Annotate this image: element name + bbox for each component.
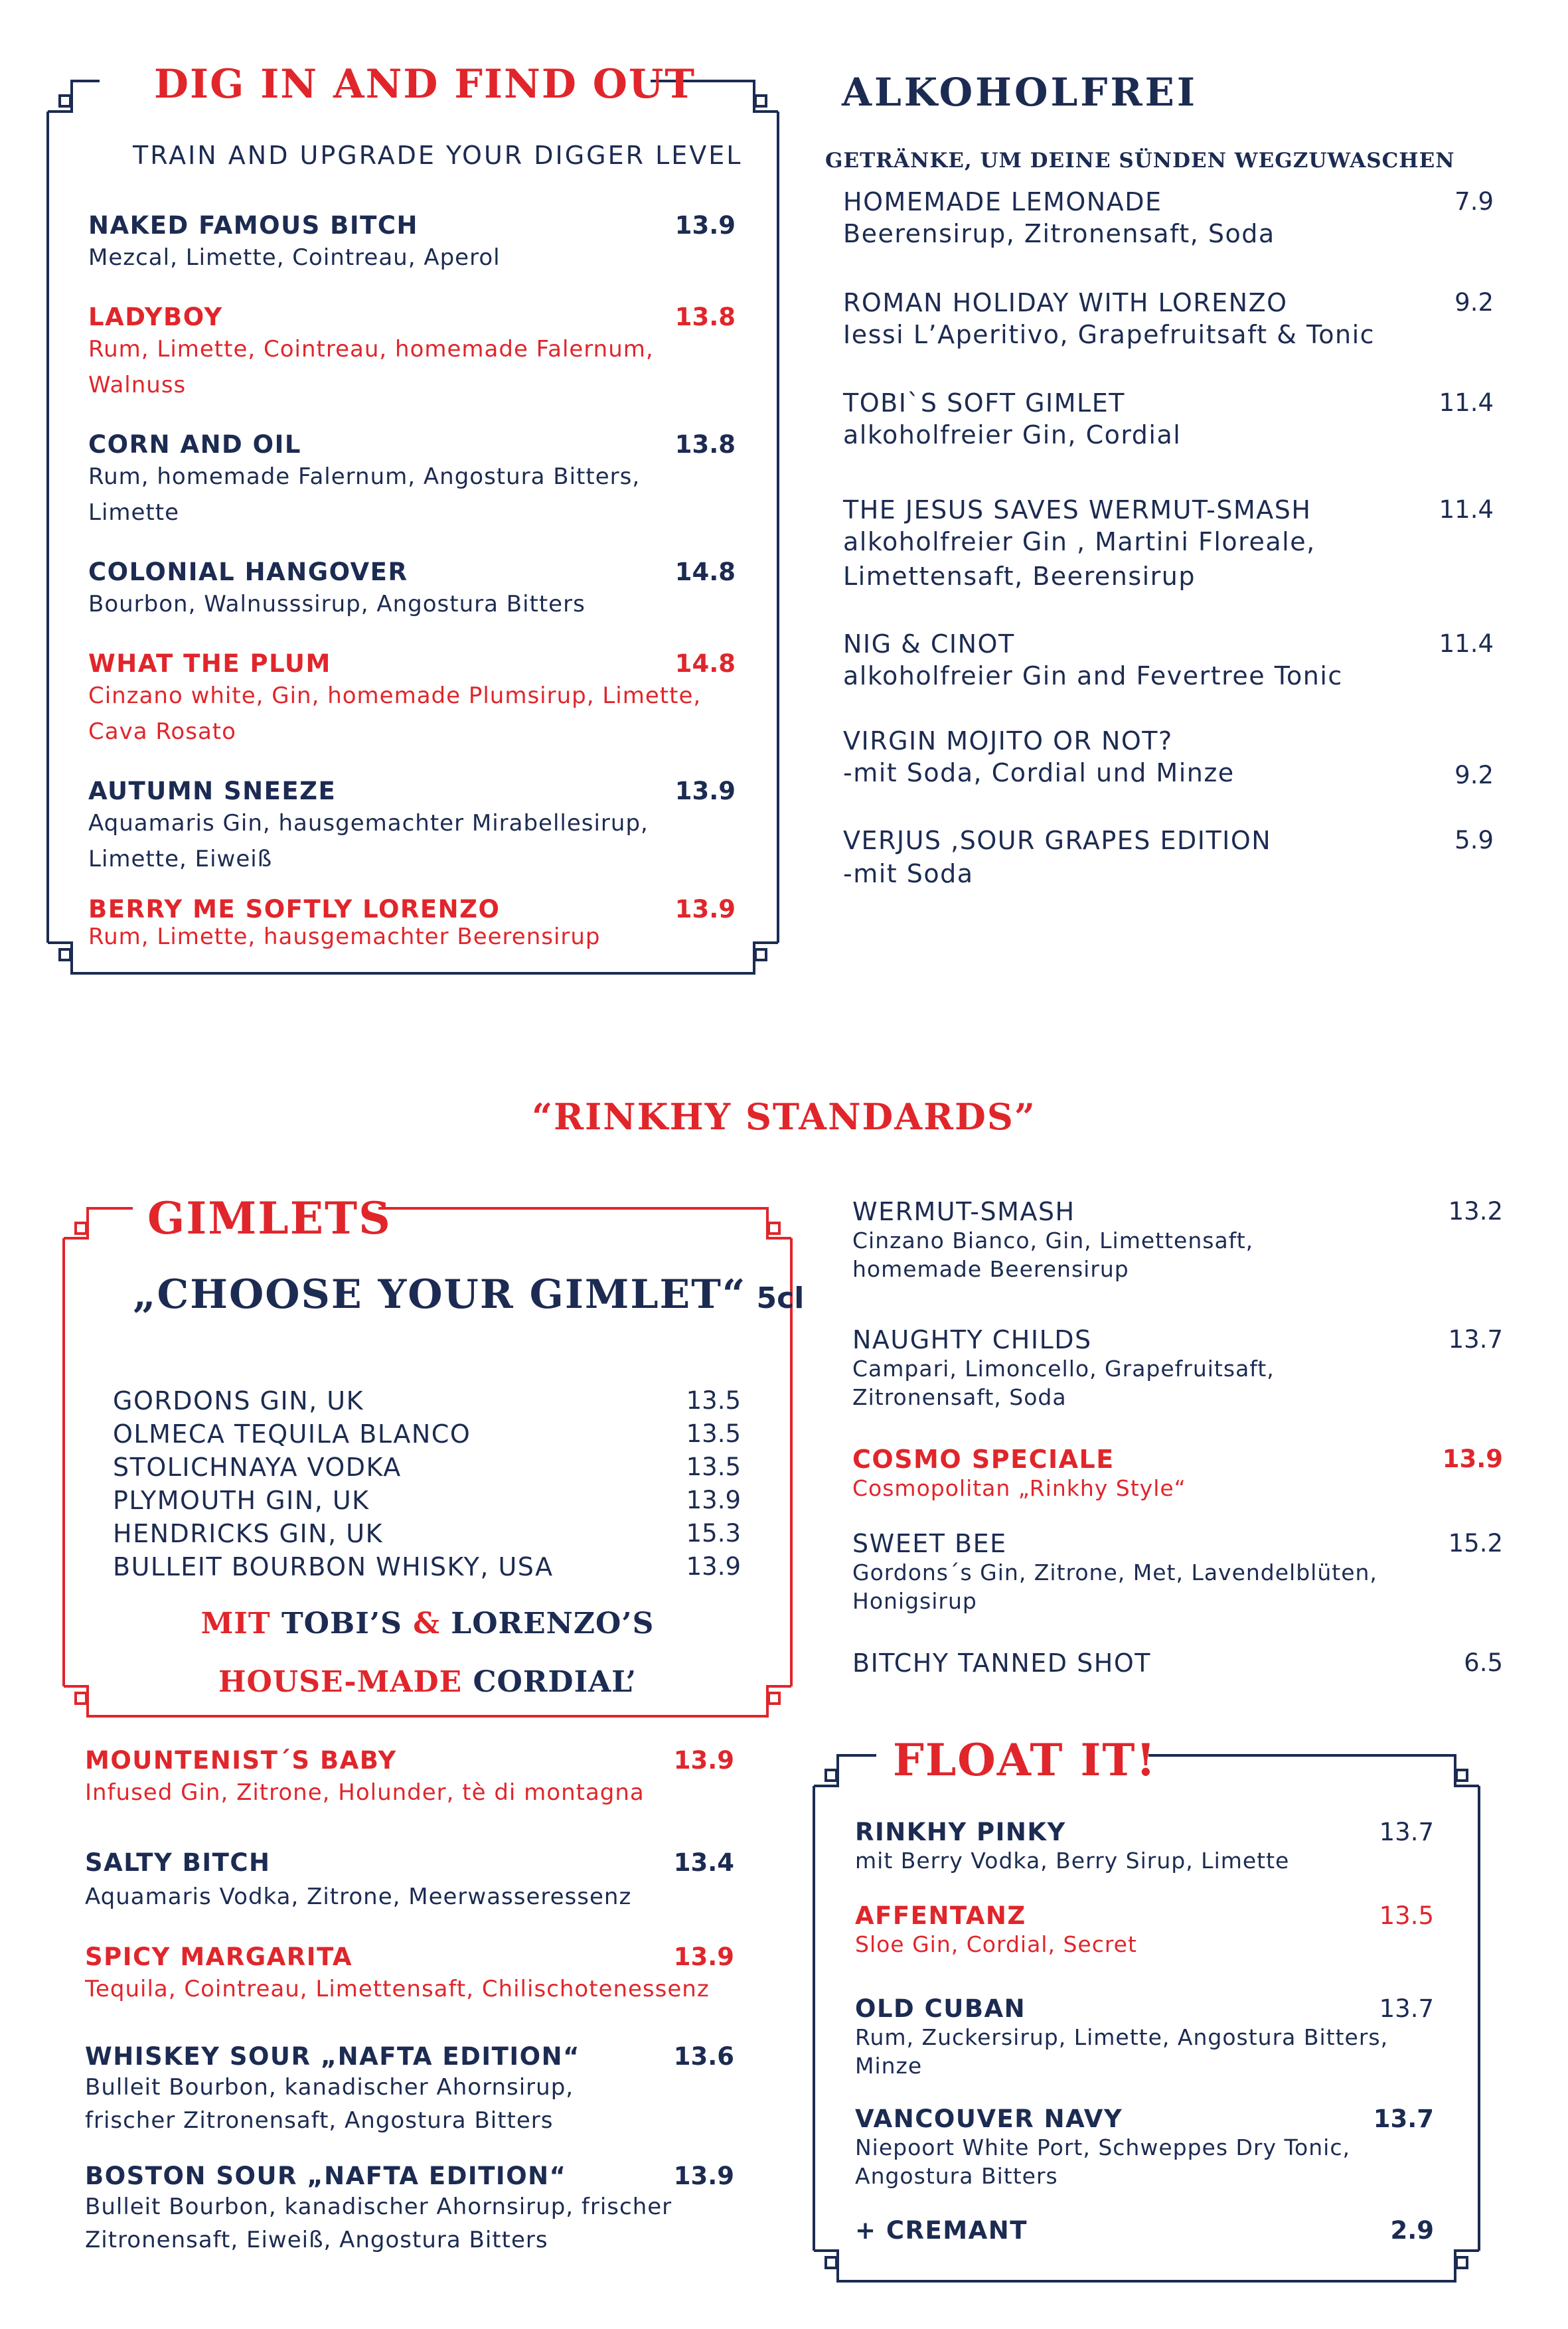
item-name: BULLEIT BOURBON WHISKY, USA — [113, 1552, 554, 1581]
tag-mit: MIT — [200, 1607, 271, 1641]
item-name: THE JESUS SAVES WERMUT-SMASH — [843, 495, 1312, 524]
item-name: VERJUS ,SOUR GRAPES EDITION — [843, 826, 1272, 855]
item-name: WHISKEY SOUR „NAFTA EDITION“ — [85, 2042, 580, 2071]
item-price: 13.9 — [673, 2162, 734, 2190]
item-price: 13.7 — [1448, 1325, 1503, 1354]
item-name: OLD CUBAN — [855, 1994, 1026, 2023]
item-price: 13.9 — [686, 1486, 741, 1514]
item-name: HOMEMADE LEMONADE — [843, 187, 1162, 216]
choose-heading: „CHOOSE YOUR GIMLET“ — [133, 1271, 747, 1318]
item-desc: Cinzano white, Gin, homemade Plumsirup, Limette, Cava Rosato — [88, 683, 702, 745]
item-name: LADYBOY — [88, 303, 223, 331]
list-item — [852, 1445, 1503, 1502]
item-name: NAUGHTY CHILDS — [852, 1325, 1092, 1354]
item-desc: Sloe Gin, Cordial, Secret — [855, 1931, 1137, 1957]
tag-amp: & — [413, 1607, 440, 1641]
item-desc: mit Berry Vodka, Berry Sirup, Limette — [855, 1848, 1290, 1874]
list-item — [843, 187, 1494, 251]
item-price: 13.5 — [686, 1386, 741, 1415]
list-item — [113, 1552, 741, 1585]
list-item — [843, 826, 1494, 892]
item-price: 13.9 — [686, 1552, 741, 1581]
item-price: 5.9 — [1454, 826, 1494, 854]
item-name: + CREMANT — [855, 2216, 1028, 2245]
item-desc: Bulleit Bourbon, kanadischer Ahornsirup, frischer Zitronensaft, Angostura Bitters — [85, 2074, 574, 2134]
item-name: SPICY MARGARITA — [85, 1943, 353, 1971]
choose-your-gimlet — [133, 1271, 804, 1318]
item-price: 11.4 — [1439, 629, 1494, 658]
list-item — [113, 1386, 741, 1419]
item-name: BOSTON SOUR „NAFTA EDITION“ — [85, 2162, 567, 2190]
item-desc: Aquamaris Vodka, Zitrone, Meerwasseressenz — [85, 1884, 632, 1910]
item-price: 13.6 — [673, 2042, 734, 2071]
item-price: 13.5 — [686, 1453, 741, 1481]
list-item — [843, 495, 1494, 594]
item-name: COLONIAL HANGOVER — [88, 558, 408, 586]
item-desc: alkoholfreier Gin and Fevertree Tonic — [843, 661, 1343, 690]
item-name: STOLICHNAYA VODKA — [113, 1453, 402, 1482]
item-name: NIG & CINOT — [843, 629, 1015, 659]
item-name: HENDRICKS GIN, UK — [113, 1519, 384, 1548]
item-desc: Mezcal, Limette, Cointreau, Aperol — [88, 244, 501, 271]
item-name: VIRGIN MOJITO OR NOT? — [843, 726, 1173, 756]
list-item — [88, 777, 736, 877]
item-desc: Beerensirup, Zitronensaft, Soda — [843, 219, 1275, 248]
item-desc: Rum, Limette, hausgemachter Beerensirup — [88, 924, 601, 950]
tag-tobis: TOBI’S — [281, 1607, 402, 1641]
item-name: VANCOUVER NAVY — [855, 2105, 1123, 2133]
item-name: TOBI`S SOFT GIMLET — [843, 388, 1125, 418]
item-price: 9.2 — [1454, 288, 1494, 317]
item-name: RINKHY PINKY — [855, 1818, 1066, 1846]
list-item — [843, 288, 1494, 352]
list-item — [852, 1197, 1503, 1283]
item-name: AFFENTANZ — [855, 1901, 1026, 1930]
list-item — [113, 1419, 741, 1453]
item-desc: Rum, Zuckersirup, Limette, Angostura Bitters, Minze — [855, 2024, 1389, 2079]
list-item — [88, 211, 736, 276]
item-price: 9.2 — [1454, 761, 1494, 789]
cordial-tagline-2 — [64, 1665, 791, 1699]
item-name: PLYMOUTH GIN, UK — [113, 1486, 370, 1515]
gimlets-title: GIMLETS — [147, 1192, 392, 1244]
list-item — [855, 1901, 1434, 1959]
item-name: OLMECA TEQUILA BLANCO — [113, 1419, 471, 1449]
item-price: 13.9 — [674, 211, 736, 240]
item-desc: Bourbon, Walnusssirup, Angostura Bitters — [88, 591, 586, 617]
item-name: WHAT THE PLUM — [88, 649, 331, 678]
item-price: 6.5 — [1464, 1648, 1503, 1677]
item-desc: -mit Soda, Cordial und Minze — [843, 758, 1235, 787]
item-price: 13.4 — [673, 1848, 734, 1877]
item-desc: -mit Soda — [843, 859, 974, 888]
tag-lorenzos: LORENZO’S — [451, 1607, 655, 1641]
item-desc: Aquamaris Gin, hausgemachter Mirabellesirup, Limette, Eiweiß — [88, 810, 649, 872]
item-desc: Bulleit Bourbon, kanadischer Ahornsirup, frischer Zitronensaft, Eiweiß, Angostura Bitters — [85, 2194, 672, 2253]
float-title: FLOAT IT! — [893, 1734, 1157, 1786]
list-item — [852, 1648, 1503, 1678]
list-item — [852, 1325, 1503, 1411]
list-item — [843, 629, 1494, 693]
item-name: GORDONS GIN, UK — [113, 1386, 364, 1415]
item-price: 13.5 — [686, 1419, 741, 1448]
list-item — [88, 430, 736, 530]
list-item — [85, 2042, 734, 2137]
list-item — [113, 1519, 741, 1552]
item-price: 13.9 — [673, 1746, 734, 1775]
item-price: 2.9 — [1390, 2216, 1434, 2245]
item-name: SALTY BITCH — [85, 1848, 271, 1877]
item-name: AUTUMN SNEEZE — [88, 777, 337, 805]
item-price: 11.4 — [1439, 495, 1494, 524]
item-price: 15.3 — [686, 1519, 741, 1548]
alk-subtitle: GETRÄNKE, UM DEINE SÜNDEN WEGZUWASCHEN — [825, 149, 1455, 173]
item-name: CORN AND OIL — [88, 430, 301, 459]
item-desc: Campari, Limoncello, Grapefruitsaft, Zitronensaft, Soda — [852, 1356, 1275, 1410]
list-item — [85, 1746, 734, 1810]
item-price: 13.9 — [674, 777, 736, 805]
item-price: 13.2 — [1448, 1197, 1503, 1226]
item-desc: Iessi L’Aperitivo, Grapefruitsaft & Tonic — [843, 320, 1375, 349]
item-name: NAKED FAMOUS BITCH — [88, 211, 418, 240]
list-item — [85, 1943, 734, 2007]
list-item — [855, 2216, 1434, 2245]
dig-title: DIG IN AND FIND OUT — [154, 61, 696, 108]
item-desc: Infused Gin, Zitrone, Holunder, tè di montagna — [85, 1779, 645, 1806]
list-item — [113, 1486, 741, 1519]
rinkhy-standards-title: “RINKHY STANDARDS” — [532, 1095, 1036, 1138]
item-desc: Tequila, Cointreau, Limettensaft, Chilischotenessenz — [85, 1976, 710, 2002]
dig-subtitle: TRAIN AND UPGRADE YOUR DIGGER LEVEL — [133, 141, 743, 170]
cordial-tagline-1 — [64, 1607, 791, 1641]
item-desc: alkoholfreier Gin , Martini Floreale, Limettensaft, Beerensirup — [843, 527, 1316, 591]
item-price: 13.8 — [674, 430, 736, 459]
item-name: BERRY ME SOFTLY LORENZO — [88, 895, 501, 924]
item-price: 13.9 — [673, 1943, 734, 1971]
item-desc: Gordons´s Gin, Zitrone, Met, Lavendelblüten, Honigsirup — [852, 1560, 1377, 1614]
item-name: ROMAN HOLIDAY WITH LORENZO — [843, 288, 1288, 317]
item-desc: Cosmopolitan „Rinkhy Style“ — [852, 1475, 1186, 1501]
item-price: 7.9 — [1454, 187, 1494, 216]
list-item — [88, 649, 736, 750]
item-desc: Niepoort White Port, Schweppes Dry Tonic, Angostura Bitters — [855, 2134, 1350, 2189]
list-item — [113, 1453, 741, 1486]
item-desc: Rum, Limette, Cointreau, homemade Falernum, Walnuss — [88, 336, 654, 398]
list-item — [852, 1529, 1503, 1615]
item-name: COSMO SPECIALE — [852, 1445, 1115, 1474]
list-item — [88, 558, 736, 622]
list-item — [85, 1848, 734, 1917]
item-price: 13.7 — [1379, 1818, 1434, 1846]
item-price: 14.8 — [674, 649, 736, 678]
item-price: 13.8 — [674, 303, 736, 331]
item-desc: alkoholfreier Gin, Cordial — [843, 420, 1182, 449]
size-label: 5cl — [756, 1281, 805, 1315]
list-item — [88, 895, 736, 950]
item-price: 14.8 — [674, 558, 736, 586]
alk-title: ALKOHOLFREI — [842, 70, 1198, 115]
item-name: MOUNTENIST´S BABY — [85, 1746, 397, 1775]
item-price: 13.7 — [1373, 2105, 1434, 2133]
tag-housemade: HOUSE-MADE — [218, 1665, 463, 1699]
item-name: SWEET BEE — [852, 1529, 1007, 1558]
item-price: 15.2 — [1448, 1529, 1503, 1558]
item-price: 13.9 — [1442, 1445, 1503, 1473]
item-name: BITCHY TANNED SHOT — [852, 1648, 1151, 1678]
item-price: 13.5 — [1379, 1901, 1434, 1930]
item-desc: Cinzano Bianco, Gin, Limettensaft, homemade Beerensirup — [852, 1228, 1254, 1282]
list-item — [855, 1818, 1434, 1875]
list-item — [88, 303, 736, 403]
list-item — [843, 726, 1494, 790]
item-price: 13.9 — [674, 895, 736, 924]
tag-cordial: CORDIAL’ — [473, 1665, 637, 1699]
list-item — [855, 1994, 1434, 2080]
list-item — [855, 2105, 1434, 2190]
list-item — [843, 388, 1494, 452]
item-price: 13.7 — [1379, 1994, 1434, 2023]
item-price: 11.4 — [1439, 388, 1494, 417]
gimlet-list — [113, 1386, 741, 1585]
item-name: WERMUT-SMASH — [852, 1197, 1075, 1226]
list-item — [85, 2162, 734, 2257]
item-desc: Rum, homemade Falernum, Angostura Bitters, Limette — [88, 463, 641, 526]
